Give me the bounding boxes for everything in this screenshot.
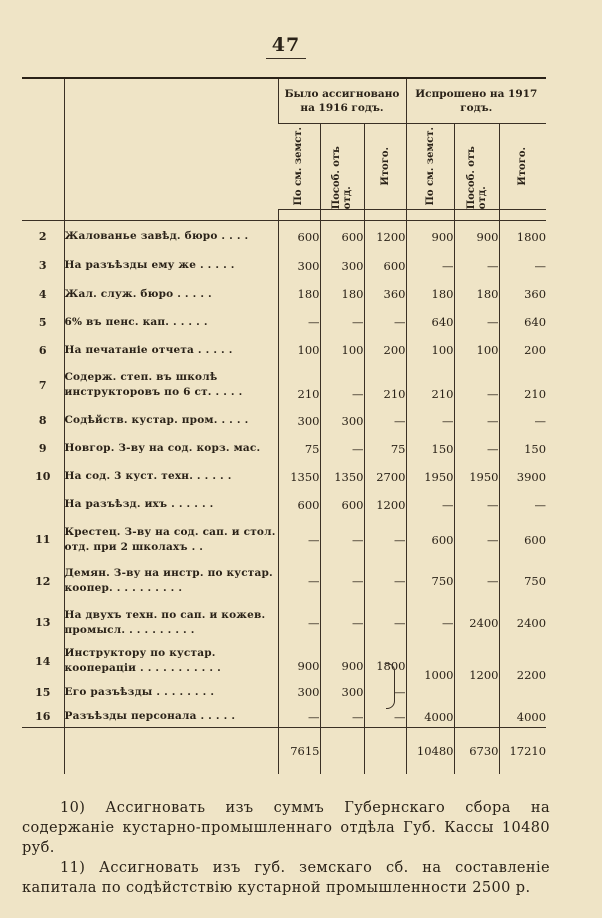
row-number: 7 <box>38 378 47 392</box>
row-value: 640 <box>406 308 454 336</box>
row-value: 300 <box>278 407 320 435</box>
row-value: — <box>364 519 406 561</box>
row-value-merged: 2200 <box>499 644 546 706</box>
row-number: 2 <box>38 230 47 244</box>
row-value <box>454 706 499 728</box>
row-value: 600 <box>320 491 364 519</box>
row-number: 9 <box>38 442 47 456</box>
row-number: 11 <box>35 533 51 547</box>
merge-brace <box>386 663 395 709</box>
total-grant-1916 <box>320 728 364 774</box>
table-row <box>22 221 546 252</box>
table-row <box>22 602 546 644</box>
row-value: 210 <box>278 364 320 407</box>
row-value: — <box>364 679 406 706</box>
row-label: Жал. служ. бюро . . . . . <box>64 280 278 308</box>
row-value: 600 <box>364 252 406 280</box>
row-value: — <box>278 706 320 728</box>
table-row <box>22 280 546 308</box>
row-number: 14 <box>35 654 51 668</box>
table-row <box>22 336 546 364</box>
row-label: Содерж. степ. въ школѣ инструкторовъ по 6 ст. . . . . <box>64 364 278 407</box>
row-value: 900 <box>320 644 364 679</box>
row-number: 10 <box>35 470 51 484</box>
row-value: 210 <box>364 364 406 407</box>
row-number: 15 <box>35 685 51 699</box>
row-value: 1350 <box>320 463 364 491</box>
row-value: — <box>320 560 364 602</box>
row-value: 300 <box>278 679 320 706</box>
page-number: 47 <box>271 34 301 56</box>
row-value: 600 <box>499 519 546 561</box>
subheader-total-1916: Итого. <box>364 123 406 209</box>
row-value: 4000 <box>406 706 454 728</box>
total-grant-1917: 6730 <box>454 728 499 774</box>
row-value: 100 <box>454 336 499 364</box>
header-requested-1917: Испрошено на 1917 годъ. <box>406 79 546 123</box>
row-value: 360 <box>364 280 406 308</box>
subheader-total-1917: Итого. <box>499 123 546 209</box>
table-row <box>22 706 546 728</box>
row-value: 300 <box>278 252 320 280</box>
row-value: — <box>278 560 320 602</box>
row-value: — <box>320 308 364 336</box>
row-value: — <box>364 560 406 602</box>
header-num-blank <box>22 79 64 209</box>
row-value: 200 <box>364 336 406 364</box>
subheader-zemstvo-1916: По см. земст. <box>278 123 320 209</box>
row-value: 210 <box>406 364 454 407</box>
row-label: Разъѣзды персонала . . . . . <box>64 706 278 728</box>
row-value: — <box>320 435 364 463</box>
row-value: 4000 <box>499 706 546 728</box>
table-row <box>22 435 546 463</box>
row-value: — <box>364 706 406 728</box>
subheader-zemstvo-1917: По см. земст. <box>406 123 454 209</box>
totals-row <box>22 728 546 774</box>
row-value: 2700 <box>364 463 406 491</box>
row-number: 16 <box>22 706 64 728</box>
row-number: 6 <box>38 343 47 357</box>
header-gap-row <box>22 209 546 220</box>
row-value: — <box>454 435 499 463</box>
row-value: 180 <box>320 280 364 308</box>
row-value: 300 <box>320 252 364 280</box>
row-value: 100 <box>320 336 364 364</box>
row-label: Инструктору по кустар. кооперацiи . . . . . . . . . . . <box>64 644 278 679</box>
row-value: — <box>454 308 499 336</box>
row-value: 180 <box>278 280 320 308</box>
table-row <box>22 560 546 602</box>
total-sum-1916 <box>364 728 406 774</box>
row-value: — <box>320 519 364 561</box>
row-value: 180 <box>454 280 499 308</box>
row-value: — <box>320 364 364 407</box>
row-number: 13 <box>35 616 51 630</box>
row-value: — <box>454 252 499 280</box>
page-number-rule <box>266 58 306 59</box>
row-value: 900 <box>454 221 499 252</box>
total-zemstvo-1917: 10480 <box>406 728 454 774</box>
row-value: 1950 <box>454 463 499 491</box>
row-value: 600 <box>406 519 454 561</box>
row-value: 150 <box>406 435 454 463</box>
row-value: — <box>454 560 499 602</box>
row-value: — <box>406 491 454 519</box>
row-label: Новгор. З-ву на сод. корз. мас. <box>64 435 278 463</box>
row-label: На двухъ техн. по сап. и кожев. промысл. . . . . . . . . . <box>64 602 278 644</box>
row-number: 4 <box>38 287 47 301</box>
row-value: 180 <box>406 280 454 308</box>
row-value: 100 <box>278 336 320 364</box>
row-value: 75 <box>278 435 320 463</box>
row-value: 1800 <box>364 644 406 679</box>
row-value: 1950 <box>406 463 454 491</box>
row-value: — <box>454 407 499 435</box>
row-value: — <box>499 491 546 519</box>
row-value: — <box>406 252 454 280</box>
row-label: 6% въ пенс. кап. . . . . . <box>64 308 278 336</box>
row-value: 640 <box>499 308 546 336</box>
row-value: — <box>278 519 320 561</box>
row-number: 12 <box>35 574 51 588</box>
row-value: 300 <box>320 679 364 706</box>
row-number: 8 <box>38 414 47 428</box>
table-row <box>22 644 546 679</box>
row-value-merged: 1000 <box>406 644 454 706</box>
table-row <box>22 364 546 407</box>
resolution-11: 11) Ассигновать изъ губ. земскаго сб. на составленіе капитала по содѣйстствію кустарной промышленности 2500 р. <box>22 860 550 896</box>
row-label: На печатаніе отчета . . . . . <box>64 336 278 364</box>
row-value: 2400 <box>454 602 499 644</box>
row-value: — <box>499 407 546 435</box>
row-value: — <box>454 519 499 561</box>
table-row <box>22 463 546 491</box>
table-row <box>22 252 546 280</box>
row-value: — <box>406 602 454 644</box>
row-label: Содѣйств. кустар. пром. . . . . <box>64 407 278 435</box>
row-value: 900 <box>406 221 454 252</box>
table-row <box>22 308 546 336</box>
row-value: — <box>406 407 454 435</box>
row-label: На сод. 3 куст. техн. . . . . . <box>64 463 278 491</box>
row-label: Демян. З-ву на инстр. по кустар. коопер. . . . . . . . . . <box>64 560 278 602</box>
row-value: — <box>278 602 320 644</box>
row-value: 600 <box>320 221 364 252</box>
row-value: 150 <box>499 435 546 463</box>
row-number: 3 <box>38 259 47 273</box>
row-label: На разъѣзд. ихъ . . . . . . <box>64 491 278 519</box>
header-assigned-1916: Было ассигновано на 1916 годъ. <box>278 79 406 123</box>
table-row <box>22 519 546 561</box>
row-value: 200 <box>499 336 546 364</box>
row-value: 1800 <box>499 221 546 252</box>
subheader-grant-1916: Пособ. отъ отд. <box>320 123 364 209</box>
row-label: Крестец. З-ву на сод. сап. и стол. отд. при 2 школахъ . . <box>64 519 278 561</box>
subheader-grant-1917: Пособ. отъ отд. <box>454 123 499 209</box>
row-value: 300 <box>320 407 364 435</box>
row-value: — <box>454 364 499 407</box>
row-value: 750 <box>499 560 546 602</box>
table-row <box>22 491 546 519</box>
row-value: 600 <box>278 221 320 252</box>
row-value: 360 <box>499 280 546 308</box>
row-value: 2400 <box>499 602 546 644</box>
total-sum-1917: 17210 <box>499 728 546 774</box>
row-value: — <box>320 706 364 728</box>
row-label: На разъѣзды ему же . . . . . <box>64 252 278 280</box>
row-value: 75 <box>364 435 406 463</box>
row-value: 600 <box>278 491 320 519</box>
row-number: 5 <box>38 315 47 329</box>
row-value: — <box>454 491 499 519</box>
row-value: 1200 <box>364 221 406 252</box>
row-number <box>22 491 64 519</box>
row-value: 750 <box>406 560 454 602</box>
total-zemstvo-1916: 7615 <box>278 728 320 774</box>
row-label: Его разъѣзды . . . . . . . . <box>64 679 278 706</box>
row-value: — <box>364 407 406 435</box>
table-row <box>22 407 546 435</box>
row-value: — <box>278 308 320 336</box>
row-value: — <box>364 602 406 644</box>
row-value: — <box>499 252 546 280</box>
resolution-10: 10) Ассигновать изъ суммъ Губернскаго сбора на содержаніе кустарно-промышленнаго отдѣла Губ. Кассы 10480 руб. <box>22 800 550 856</box>
row-value-merged: 1200 <box>454 644 499 706</box>
row-value: 3900 <box>499 463 546 491</box>
row-value: — <box>320 602 364 644</box>
row-value: 100 <box>406 336 454 364</box>
row-value: 900 <box>278 644 320 679</box>
row-value: — <box>364 308 406 336</box>
budget-table <box>22 77 546 776</box>
row-value: 1350 <box>278 463 320 491</box>
row-value: 1200 <box>364 491 406 519</box>
header-label-blank <box>64 79 278 209</box>
row-value: 210 <box>499 364 546 407</box>
row-label: Жалованье завѣд. бюро . . . . <box>64 221 278 252</box>
resolutions <box>22 798 550 898</box>
